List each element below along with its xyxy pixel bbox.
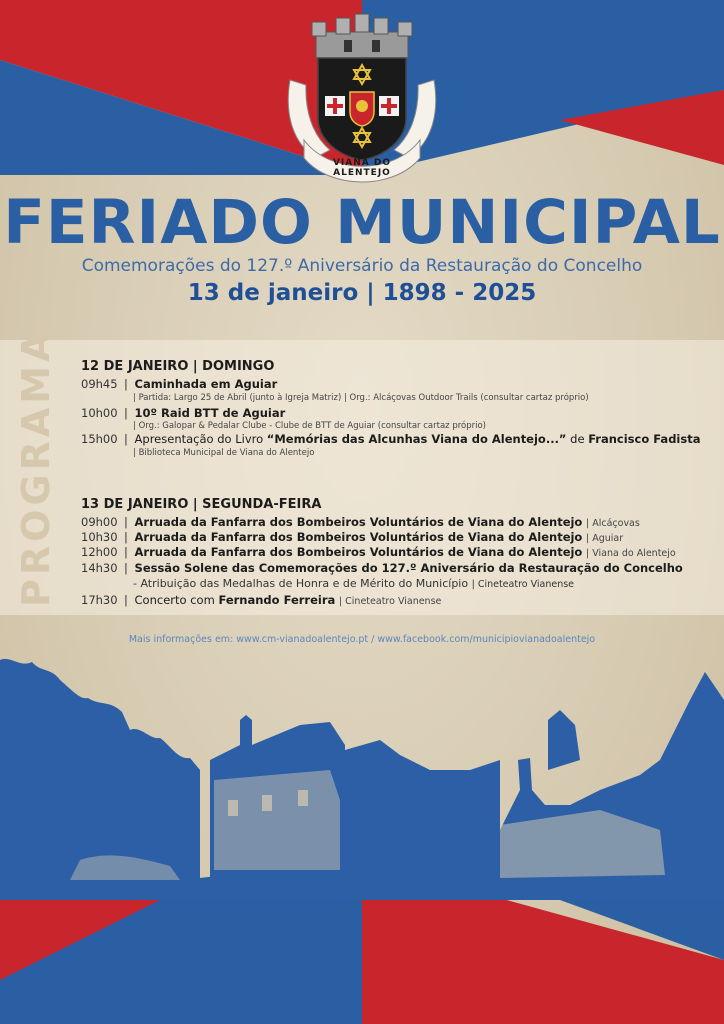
castle-crown-icon <box>312 14 412 58</box>
program-item: 09h00 | Arruada da Fanfarra dos Bombeiros Voluntários de Viana do Alentejo | Alcáçovas <box>81 515 640 529</box>
page-subtitle: Comemorações do 127.º Aniversário da Restauração do Concelho <box>81 256 643 276</box>
event-location: | Aguiar <box>586 533 624 544</box>
event-time: 17h30 <box>81 593 118 607</box>
program-item: 09h45 | Caminhada em Aguiar <box>81 377 278 391</box>
event-title: Arruada da Fanfarra dos Bombeiros Voluntários de Viana do Alentejo <box>134 515 583 529</box>
program-item: 14h30 | Sessão Solene das Comemorações do 127.º Aniversário da Restauração do Concelho <box>81 561 683 575</box>
event-title: Sessão Solene das Comemorações do 127.º Aniversário da Restauração do Concelho <box>134 561 683 575</box>
event-note: | Org.: Galopar & Pedalar Clube - Clube de BTT de Aguiar (consultar cartaz próprio) <box>133 421 486 431</box>
event-location: | Alcáçovas <box>586 518 640 529</box>
program-item: 10h00 | 10º Raid BTT de Aguiar <box>81 406 286 420</box>
program-item: 10h30 | Arruada da Fanfarra dos Bombeiros Voluntários de Viana do Alentejo | Aguiar <box>81 530 624 544</box>
event-time: 12h00 <box>81 545 118 559</box>
event-time: 10h30 <box>81 530 118 544</box>
event-location: | Cineteatro Vianense <box>338 596 442 607</box>
event-time: 09h00 <box>81 515 118 529</box>
event-title-plain: Concerto com <box>134 593 215 607</box>
page-title: FERIADO MUNICIPAL <box>3 187 721 258</box>
event-title-plain: Apresentação do Livro <box>134 432 264 446</box>
program-vertical-label: PROGRAMA <box>14 328 58 607</box>
more-info-links[interactable]: Mais informações em: www.cm-vianadoalentejo.pt / www.facebook.com/municipiovianadoalentejo <box>128 634 596 645</box>
event-location: | Cineteatro Vianense <box>471 579 575 590</box>
lion-icon <box>356 100 368 112</box>
event-title: Arruada da Fanfarra dos Bombeiros Voluntários de Viana do Alentejo <box>134 545 583 559</box>
event-time: 09h45 <box>81 377 118 391</box>
event-time: 10h00 <box>81 406 118 420</box>
program-item: 17h30 | Concerto com Fernando Ferreira | Cineteatro Vianense <box>81 593 442 607</box>
program-item: 15h00 | Apresentação do Livro “Memórias das Alcunhas Viana do Alentejo...” de Francisco Fadista <box>81 432 701 446</box>
event-time: 14h30 <box>81 561 118 575</box>
event-subline <box>133 577 574 590</box>
day-heading: 12 DE JANEIRO | DOMINGO <box>81 359 275 374</box>
day-heading: 13 DE JANEIRO | SEGUNDA-FEIRA <box>81 497 322 512</box>
event-location: | Viana do Alentejo <box>586 548 676 559</box>
event-date: 13 de janeiro | 1898 - 2025 <box>187 280 537 306</box>
crest-motto: VIANA DO ALENTEJO <box>332 158 392 178</box>
event-title: 10º Raid BTT de Aguiar <box>134 406 286 420</box>
event-note: | Partida: Largo 25 de Abril (junto à Igreja Matriz) | Org.: Alcáçovas Outdoor Trails (consultar cartaz próprio) <box>133 393 589 403</box>
program-item: 12h00 | Arruada da Fanfarra dos Bombeiros Voluntários de Viana do Alentejo | Viana do Alentejo <box>81 545 676 559</box>
event-author: Francisco Fadista <box>588 432 701 446</box>
event-title-plain-2: de <box>570 432 585 446</box>
event-note: | Biblioteca Municipal de Viana do Alentejo <box>133 448 315 458</box>
church-facade <box>214 770 340 870</box>
event-title-bold: “Memórias das Alcunhas Viana do Alentejo...” <box>266 432 567 446</box>
event-sub: - Atribuição das Medalhas de Honra e de Mérito do Município <box>133 577 469 590</box>
event-performer: Fernando Ferreira <box>218 593 336 607</box>
event-title: Arruada da Fanfarra dos Bombeiros Voluntários de Viana do Alentejo <box>134 530 583 544</box>
event-time: 15h00 <box>81 432 118 446</box>
event-title: Caminhada em Aguiar <box>134 377 278 391</box>
